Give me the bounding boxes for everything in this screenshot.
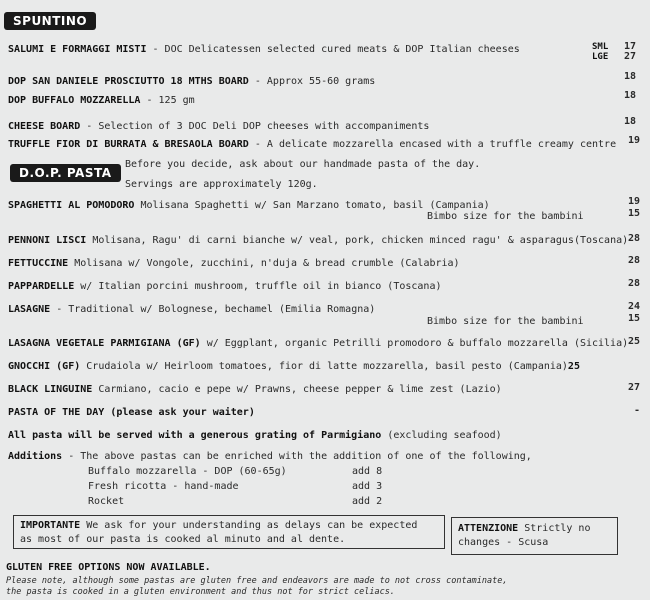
item-price: 19 [627,196,640,207]
addition-name: Fresh ricotta - hand-made [88,481,239,492]
importante-label: IMPORTANTE [20,520,81,531]
parmigiano-note: All pasta will be served with a generous grating of Parmigiano (excluding seafood) [8,430,502,441]
item-name: TRUFFLE FIOR DI BURRATA & BRESAOLA BOARD [8,139,249,150]
pasta-intro-line2: Servings are approximately 120g. [125,179,318,190]
item-name: GNOCCHI (GF) [8,361,81,372]
item-desc: Molisana Spaghetti w/ San Marzano tomato, basil (Campania) [140,200,490,211]
item-price: 25 [627,336,640,347]
menu-item [8,200,490,211]
item-price: 28 [627,278,640,289]
item-desc: - Selection of 3 DOC Deli DOP cheeses with accompaniments [86,121,430,132]
item-desc: Molisana, Ragu' di carni bianche w/ veal, pork, chicken minced ragu' & asparagus(Toscana) [92,235,629,246]
item-price: 19 [627,135,640,146]
importante-text-1: IMPORTANTE We ask for your understanding as delays can be expected [20,520,418,531]
menu-item [8,281,442,292]
attenzione-text-1: ATTENZIONE Strictly no [458,523,591,534]
item-price: 18 [623,90,636,101]
item-price: 27 [623,51,636,62]
menu-item [8,235,628,246]
item-price: 15 [627,313,640,324]
bimbo-note: Bimbo size for the bambini [427,316,584,327]
size-label: LGE [592,52,609,62]
item-name: LASAGNE [8,304,51,315]
pasta-intro-line1: Before you decide, ask about our handmade pasta of the day. [125,159,481,170]
importante-box [13,515,445,549]
item-price: 24 [627,301,640,312]
menu-item [8,44,520,55]
menu-item [8,384,502,395]
attenzione-label: ATTENZIONE [458,523,519,534]
additions-label: Additions [8,451,63,462]
addition-price: add 2 [352,496,383,507]
addition-price: add 3 [352,481,383,492]
item-name: DOP SAN DANIELE PROSCIUTTO 18 MTHS BOARD [8,76,249,87]
menu-item [8,139,616,150]
gluten-note-2: the pasta is cooked in a gluten environment and thus not for strict celiacs. [6,587,395,597]
addition-name: Buffalo mozzarella - DOP (60-65g) [88,466,287,477]
item-desc: Crudaiola w/ Heirloom tomatoes, fior di latte mozzarella, basil pesto (Campania) [86,361,568,372]
gluten-free-title: GLUTEN FREE OPTIONS NOW AVAILABLE. [6,562,211,573]
item-name: CHEESE BOARD [8,121,81,132]
item-desc: - Traditional w/ Bolognese, bechamel (Emilia Romagna) [56,304,376,315]
menu-item [8,121,429,132]
section-heading-spuntino: SPUNTINO [4,12,96,30]
menu-item [8,304,375,315]
item-desc: - Approx 55-60 grams [254,76,376,87]
additions-intro: Additions - The above pastas can be enriched with the addition of one of the following, [8,451,532,462]
item-price: - [633,405,640,416]
size-label: SML [592,42,609,52]
item-name: PENNONI LISCI [8,235,87,246]
item-name: FETTUCCINE [8,258,69,269]
gluten-note-1: Please note, although some pastas are gluten free and endeavors are made to not cross contaminate, [6,576,508,586]
addition-name: Rocket [88,496,125,507]
menu-item [8,407,255,418]
item-desc: - DOC Delicatessen selected cured meats & DOP Italian cheeses [152,44,520,55]
menu-item [8,338,628,349]
item-desc: w/ Italian porcini mushroom, truffle oil in bianco (Toscana) [80,281,442,292]
menu-item [8,76,375,87]
item-name: PASTA OF THE DAY (please ask your waiter) [8,407,255,418]
section-heading-dop-pasta: D.O.P. PASTA [10,164,121,182]
item-name: BLACK LINGUINE [8,384,93,395]
item-desc: Carmiano, cacio e pepe w/ Prawns, cheese pepper & lime zest (Lazio) [98,384,502,395]
item-price: 28 [627,233,640,244]
item-price: 18 [623,71,636,82]
item-price: 25 [567,361,580,372]
item-desc: Molisana w/ Vongole, zucchini, n'duja & bread crumble (Calabria) [74,258,460,269]
importante-text-2: as most of our pasta is cooked al minuto and al dente. [20,534,346,545]
menu-item [8,361,580,372]
bimbo-note: Bimbo size for the bambini [427,211,584,222]
item-desc: w/ Eggplant, organic Petrilli promodoro & buffalo mozzarella (Sicilia) [206,338,629,349]
item-price: 18 [623,116,636,127]
item-desc: - 125 gm [146,95,195,106]
menu-item [8,258,460,269]
item-desc: - A delicate mozzarella encased with a truffle creamy centre [254,139,617,150]
item-name: LASAGNA VEGETALE PARMIGIANA (GF) [8,338,201,349]
item-price: 17 [623,41,636,52]
item-name: DOP BUFFALO MOZZARELLA [8,95,141,106]
item-name: PAPPARDELLE [8,281,75,292]
menu-item [8,95,195,106]
item-price: 27 [627,382,640,393]
item-price: 15 [627,208,640,219]
item-price: 28 [627,255,640,266]
attenzione-text-2: changes - Scusa [458,537,549,548]
item-name: SALUMI E FORMAGGI MISTI [8,44,147,55]
item-name: SPAGHETTI AL POMODORO [8,200,135,211]
attenzione-box [451,517,618,555]
addition-price: add 8 [352,466,383,477]
